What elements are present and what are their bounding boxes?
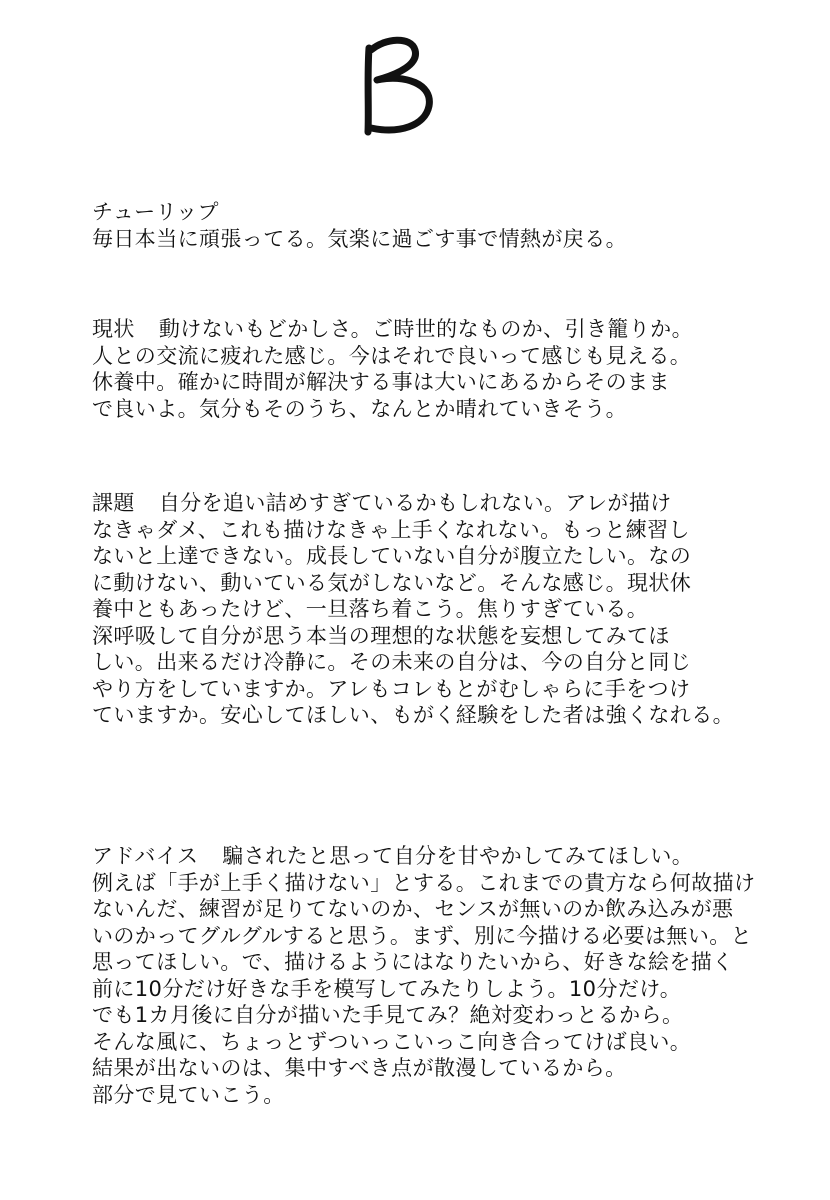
tulip-section [92,199,792,252]
advice-line-text: 騙されたと思って自分を甘やかしてみてほしい。 [222,844,694,868]
advice-line: 結果が出ないのは、集中すべき点が散漫しているから。 [92,1056,627,1080]
issue-line [92,490,792,517]
advice-line: いのかってグルグルすると思う。まず、別に今描ける必要は無い。と [92,923,753,948]
advice-line: 前に10分だけ好きな手を模写してみたりしよう。10分だけ。 [92,976,682,1001]
issue-line: 養中ともあったけど、一旦落ち着こう。焦りすぎている。 [92,597,649,621]
issue-line: ていますか。安心してほしい、もがく経験をした者は強くなれる。 [92,703,734,727]
tulip-title: チューリップ [92,200,219,224]
issue-line: 深呼吸して自分が思う本当の理想的な状態を妄想してみてほ [92,623,670,648]
tulip-line: 毎日本当に頑張ってる。気楽に過ごす事で情熱が戻る。 [92,226,627,251]
advice-line: ないんだ、練習が足りてないのか、センスが無いのか飲み込みが悪 [92,897,734,921]
issue-label: 課題 [92,491,135,515]
advice-section [92,843,792,1108]
issue-line: に動けない、動いている気がしないなど。そんな感じ。現状休 [92,570,692,595]
heading-letter-b [355,28,445,138]
status-line [92,316,792,343]
status-line: 人との交流に疲れた感じ。今はそれで良いって感じも見える。 [92,343,692,368]
advice-line: 例えば「手が上手く描けない」とする。これまでの貴方なら何故描け [92,870,756,895]
issue-line-text: 自分を追い詰めすぎているかもしれない。アレが描け [158,491,672,515]
status-line-text: 動けないもどかしさ。ご時世的なものか、引き籠りか。 [158,317,693,341]
advice-line [92,843,792,870]
status-label: 現状 [92,317,135,341]
issue-section [92,490,792,729]
advice-label: アドバイス [92,844,199,868]
status-line: で良いよ。気分もそのうち、なんとか晴れていきそう。 [92,396,627,421]
issue-line: ないと上達できない。成長していない自分が腹立たしい。なの [92,544,692,568]
issue-line: なきゃダメ、これも描けなきゃ上手くなれない。もっと練習し [92,517,690,542]
status-line: 休養中。確かに時間が解決する事は大いにあるからそのまま [92,370,670,394]
advice-line: 部分で見ていこう。 [92,1082,285,1107]
handwritten-b-glyph [355,28,445,138]
status-section [92,316,792,422]
advice-line: 思ってほしい。で、描けるようにはなりたいから、好きな絵を描く [92,950,734,974]
advice-line: そんな風に、ちょっとずついっこいっこ向き合ってけば良い。 [92,1029,692,1054]
advice-line: でも1カ月後に自分が描いた手見てみ？絶対変わっとるから。 [92,1003,684,1027]
issue-line: やり方をしていますか。アレもコレもとがむしゃらに手をつけ [92,676,691,701]
issue-line: しい。出来るだけ冷静に。その未来の自分は、今の自分と同じ [92,650,692,674]
